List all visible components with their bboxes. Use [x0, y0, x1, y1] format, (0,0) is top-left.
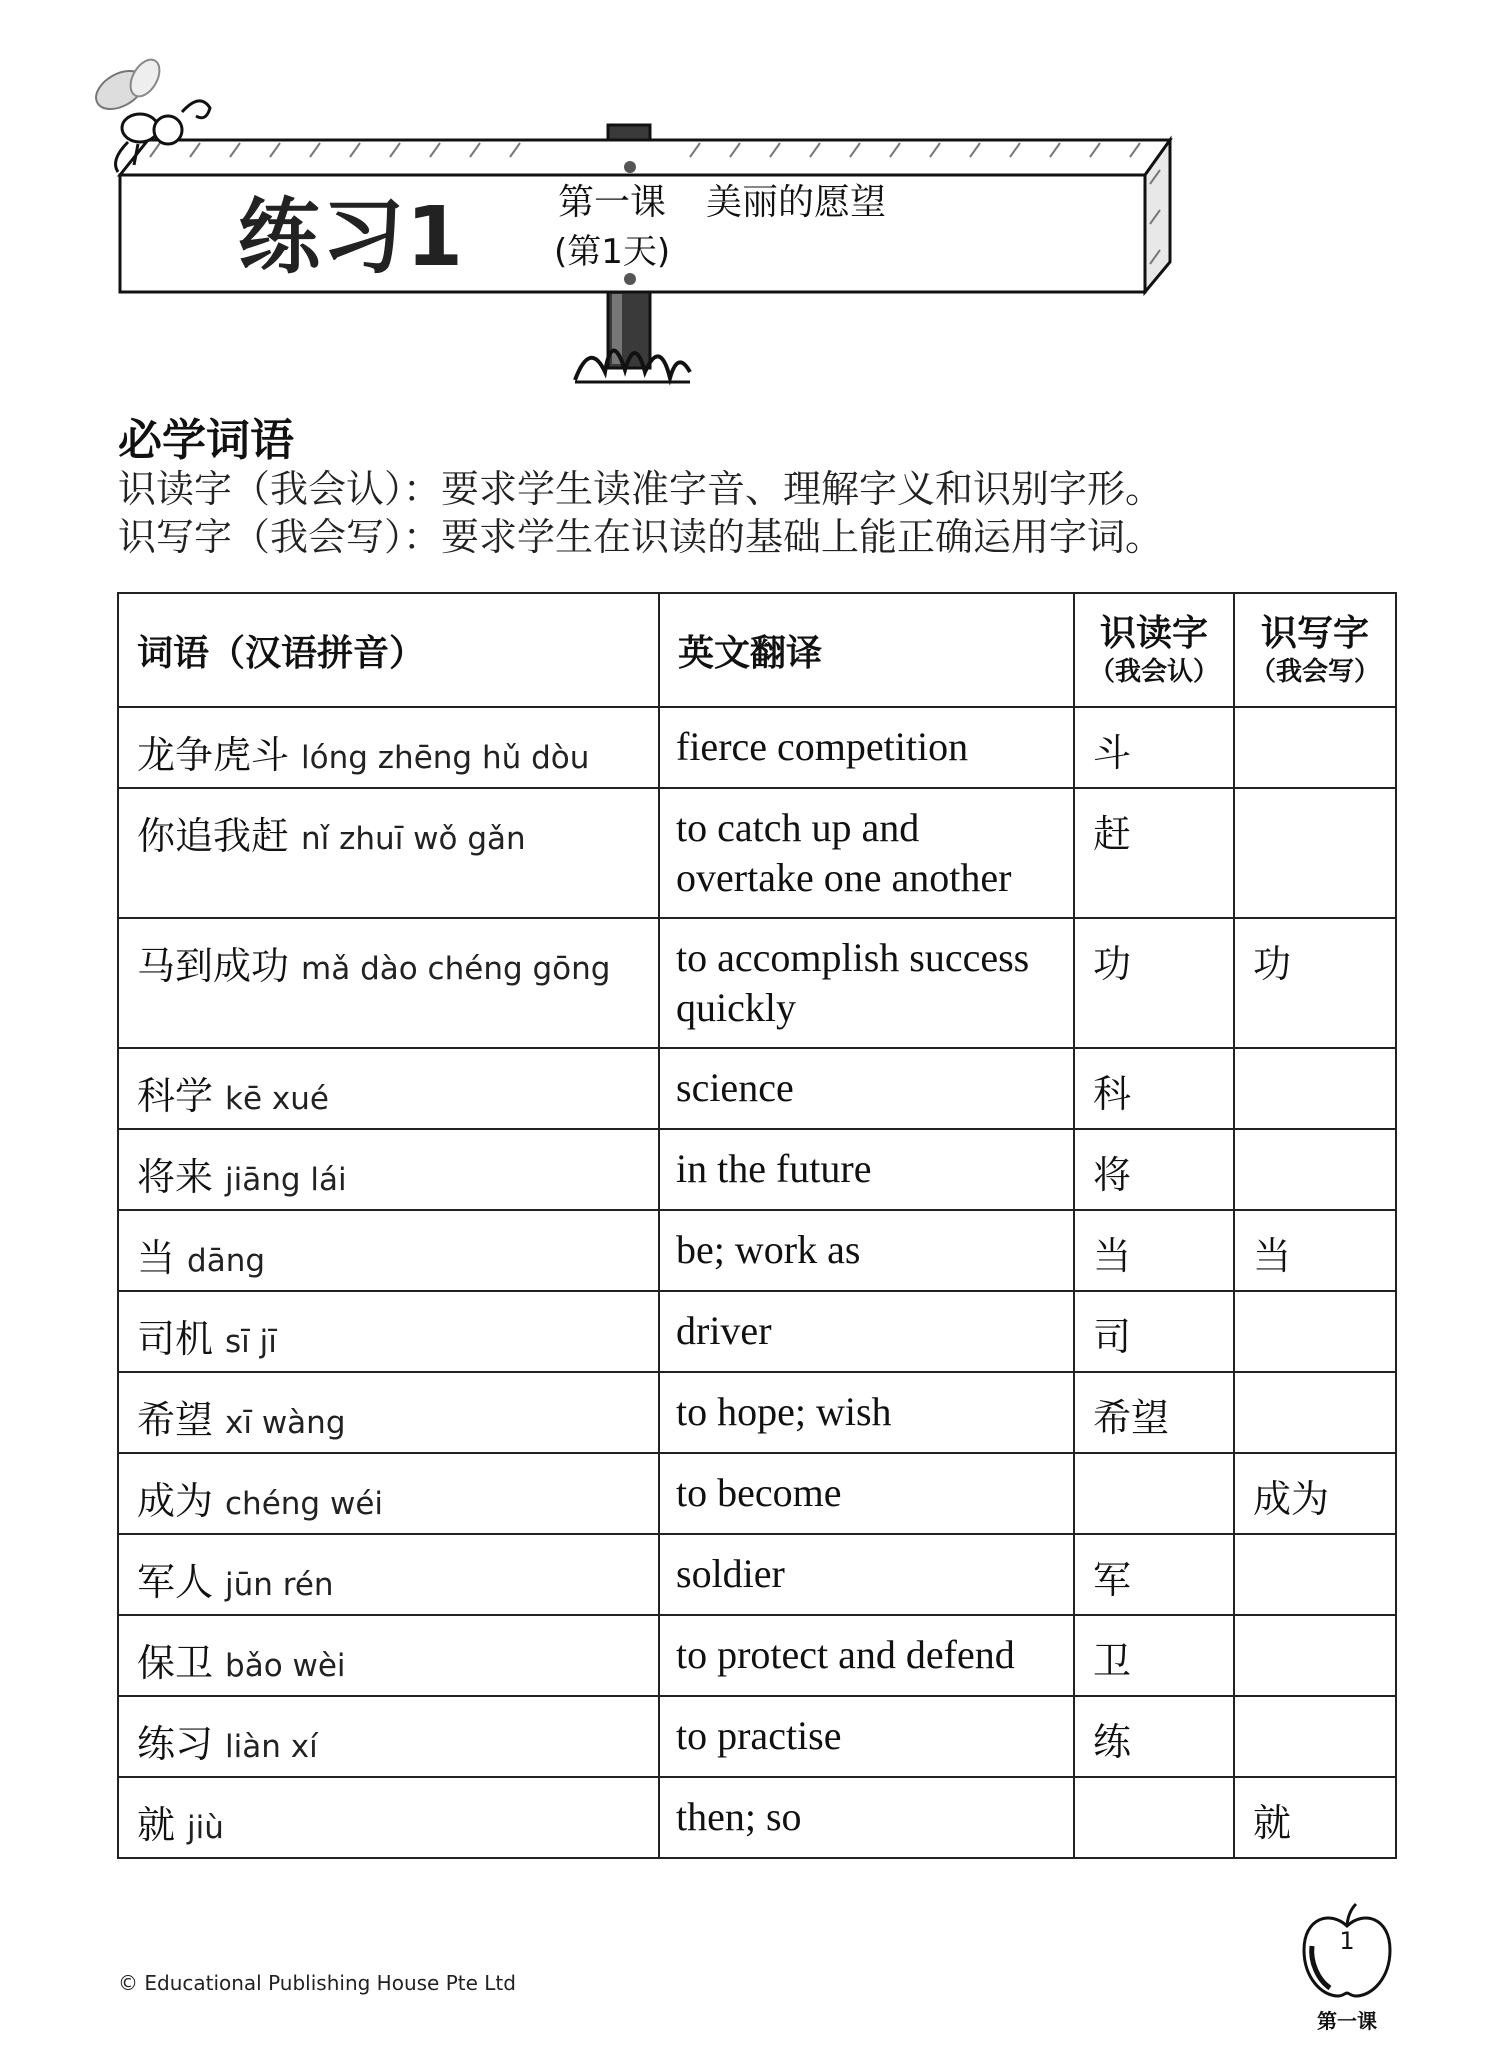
english-cell: fierce competition — [659, 707, 1074, 788]
page-number: 1 — [1339, 1927, 1355, 1955]
requirement-write: 识写字（我会写）：要求学生在识读的基础上能正确运用字词。 — [118, 515, 1164, 559]
word-hanzi: 练习 — [137, 1722, 214, 1766]
header-write — [1234, 593, 1396, 707]
read-cell: 将 — [1074, 1129, 1234, 1210]
english-cell: soldier — [659, 1534, 1074, 1615]
word-cell — [118, 707, 659, 788]
word-pinyin: kē xué — [225, 1081, 329, 1117]
write-cell: 功 — [1234, 918, 1396, 1048]
word-cell — [118, 1615, 659, 1696]
word-pinyin: xī wàng — [225, 1405, 346, 1441]
english-cell: in the future — [659, 1129, 1074, 1210]
exercise-title: 练习1 — [238, 190, 466, 285]
word-hanzi: 当 — [137, 1236, 176, 1280]
header-read — [1074, 593, 1234, 707]
read-cell: 司 — [1074, 1291, 1234, 1372]
write-cell — [1234, 707, 1396, 788]
table-row — [118, 1372, 1396, 1453]
word-pinyin: bǎo wèi — [225, 1648, 346, 1684]
word-pinyin: mǎ dào chéng gōng — [301, 951, 611, 987]
header-read-sub: （我会认） — [1088, 656, 1219, 687]
table-row — [118, 918, 1396, 1048]
read-cell — [1074, 1453, 1234, 1534]
word-pinyin: lóng zhēng hǔ dòu — [301, 740, 590, 776]
section-title: 必学词语 — [118, 415, 294, 466]
read-cell: 卫 — [1074, 1615, 1234, 1696]
table-row — [118, 1210, 1396, 1291]
lesson-number: 第一课 — [558, 182, 667, 223]
write-cell — [1234, 1696, 1396, 1777]
word-hanzi: 成为 — [137, 1479, 214, 1523]
page-lesson-label: 第一课 — [1317, 2009, 1377, 2033]
word-hanzi: 希望 — [137, 1398, 214, 1442]
word-pinyin: dāng — [187, 1243, 266, 1279]
read-cell: 当 — [1074, 1210, 1234, 1291]
word-pinyin: jiāng lái — [225, 1162, 347, 1198]
header-english: 英文翻译 — [659, 593, 1074, 707]
word-cell — [118, 1129, 659, 1210]
word-cell — [118, 1210, 659, 1291]
table-row — [118, 1534, 1396, 1615]
table-row — [118, 707, 1396, 788]
english-cell: then; so — [659, 1777, 1074, 1858]
write-cell — [1234, 1534, 1396, 1615]
lesson-name: 美丽的愿望 — [706, 182, 887, 223]
word-cell — [118, 1534, 659, 1615]
word-cell — [118, 788, 659, 918]
word-hanzi: 你追我赶 — [137, 814, 290, 858]
word-hanzi: 将来 — [137, 1155, 214, 1199]
header-write-sub: （我会写） — [1249, 656, 1380, 687]
english-cell: to accomplish success quickly — [659, 918, 1074, 1048]
word-hanzi: 司机 — [137, 1317, 214, 1361]
word-cell — [118, 1048, 659, 1129]
table-row — [118, 1291, 1396, 1372]
table-row — [118, 1453, 1396, 1534]
read-cell: 练 — [1074, 1696, 1234, 1777]
read-cell: 斗 — [1074, 707, 1234, 788]
table-row — [118, 1696, 1396, 1777]
word-pinyin: sī jī — [225, 1324, 277, 1360]
word-cell — [118, 1777, 659, 1858]
read-cell: 赶 — [1074, 788, 1234, 918]
table-row — [118, 1615, 1396, 1696]
table-header-row — [118, 593, 1396, 707]
write-cell — [1234, 1048, 1396, 1129]
read-cell: 科 — [1074, 1048, 1234, 1129]
word-hanzi: 马到成功 — [137, 944, 290, 988]
word-pinyin: nǐ zhuī wǒ gǎn — [301, 821, 526, 857]
write-cell: 就 — [1234, 1777, 1396, 1858]
write-cell: 当 — [1234, 1210, 1396, 1291]
word-cell — [118, 1291, 659, 1372]
write-cell — [1234, 788, 1396, 918]
word-hanzi: 保卫 — [137, 1641, 214, 1685]
word-hanzi: 科学 — [137, 1074, 214, 1118]
read-cell: 希望 — [1074, 1372, 1234, 1453]
word-cell — [118, 1453, 659, 1534]
word-hanzi: 就 — [137, 1803, 176, 1847]
english-cell: be; work as — [659, 1210, 1074, 1291]
english-cell: science — [659, 1048, 1074, 1129]
word-cell — [118, 1696, 659, 1777]
lesson-title — [558, 174, 886, 225]
english-cell: to catch up and overtake one another — [659, 788, 1074, 918]
word-cell — [118, 1372, 659, 1453]
read-cell — [1074, 1777, 1234, 1858]
write-cell — [1234, 1129, 1396, 1210]
english-cell: to practise — [659, 1696, 1074, 1777]
vocabulary-table — [117, 592, 1397, 1859]
word-pinyin: liàn xí — [225, 1729, 318, 1765]
table-row — [118, 788, 1396, 918]
write-cell — [1234, 1291, 1396, 1372]
header-word: 词语（汉语拼音） — [118, 593, 659, 707]
english-cell: to protect and defend — [659, 1615, 1074, 1696]
read-cell: 军 — [1074, 1534, 1234, 1615]
word-pinyin: jiù — [187, 1810, 224, 1846]
english-cell: to become — [659, 1453, 1074, 1534]
table-row — [118, 1048, 1396, 1129]
read-cell: 功 — [1074, 918, 1234, 1048]
word-pinyin: chéng wéi — [225, 1486, 383, 1522]
word-pinyin: jūn rén — [225, 1567, 334, 1603]
table-row — [118, 1777, 1396, 1858]
requirement-read: 识读字（我会认）：要求学生读准字音、理解字义和识别字形。 — [118, 467, 1164, 511]
header-sign — [0, 0, 1495, 400]
day-label: (第1天) — [554, 232, 671, 272]
word-hanzi: 龙争虎斗 — [137, 733, 290, 777]
write-cell — [1234, 1372, 1396, 1453]
write-cell — [1234, 1615, 1396, 1696]
word-hanzi: 军人 — [137, 1560, 214, 1604]
english-cell: driver — [659, 1291, 1074, 1372]
header-read-label: 识读字 — [1099, 612, 1208, 654]
word-cell — [118, 918, 659, 1048]
english-cell: to hope; wish — [659, 1372, 1074, 1453]
write-cell: 成为 — [1234, 1453, 1396, 1534]
table-row — [118, 1129, 1396, 1210]
copyright-notice: © Educational Publishing House Pte Ltd — [118, 1971, 516, 1995]
header-write-label: 识写字 — [1260, 612, 1369, 654]
